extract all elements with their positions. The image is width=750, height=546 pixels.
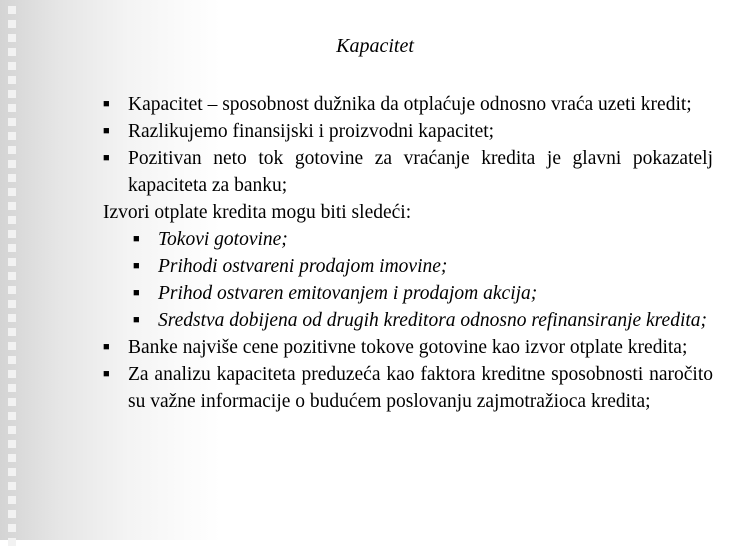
slide-title: Kapacitet: [336, 35, 414, 57]
decorative-square: [8, 174, 16, 182]
square-bullet-icon: ■: [133, 260, 140, 272]
square-bullet-icon: ■: [133, 314, 140, 326]
bullet-text: Kapacitet – sposobnost dužnika da otplaćuje odnosno vraća uzeti kredit;: [128, 94, 692, 115]
decorative-square: [8, 342, 16, 350]
decorative-square: [8, 314, 16, 322]
bullet-text: Banke najviše cene pozitivne tokove gotovine kao izvor otplate kredita;: [128, 337, 688, 358]
bullet-text: Razlikujemo finansijski i proizvodni kapacitet;: [128, 121, 495, 142]
square-bullet-icon: ■: [103, 98, 110, 110]
paragraph-text: Izvori otplate kredita mogu biti sledeći:: [103, 202, 412, 223]
decorative-square: [8, 538, 16, 546]
square-bullet-icon: ■: [103, 341, 110, 353]
sub-bullet-item: [133, 253, 713, 280]
decorative-square: [8, 524, 16, 532]
decorative-square: [8, 328, 16, 336]
decorative-square: [8, 384, 16, 392]
decorative-square: [8, 398, 16, 406]
decorative-square: [8, 6, 16, 14]
sub-bullet-text: Sredstva dobijena od drugih kreditora odnosno refinansiranje kredita;: [158, 310, 708, 331]
decorative-square: [8, 132, 16, 140]
decorative-square: [8, 496, 16, 504]
slide-content: [103, 91, 713, 415]
decorative-square: [8, 20, 16, 28]
decorative-square: [8, 440, 16, 448]
decorative-square: [8, 482, 16, 490]
sub-bullet-item: [133, 307, 713, 334]
decorative-square: [8, 76, 16, 84]
square-bullet-icon: ■: [133, 233, 140, 245]
decorative-square: [8, 258, 16, 266]
sub-bullet-text: Prihodi ostvareni prodajom imovine;: [158, 256, 448, 277]
bullet-text: Pozitivan neto tok gotovine za vraćanje kredita je glavni pokazatelj kapaciteta za banku;: [128, 148, 713, 196]
decorative-square-column: [0, 0, 26, 540]
decorative-square: [8, 104, 16, 112]
bullet-item: [103, 334, 713, 361]
sub-bullet-text: Tokovi gotovine;: [158, 229, 288, 250]
square-bullet-icon: ■: [103, 152, 110, 164]
square-bullet-icon: ■: [133, 287, 140, 299]
sub-bullet-item: [133, 280, 713, 307]
decorative-square: [8, 454, 16, 462]
decorative-square: [8, 230, 16, 238]
plain-paragraph: [103, 199, 713, 226]
decorative-square: [8, 412, 16, 420]
decorative-square: [8, 160, 16, 168]
decorative-square: [8, 90, 16, 98]
bullet-item: [103, 91, 713, 118]
decorative-square: [8, 426, 16, 434]
decorative-square: [8, 272, 16, 280]
decorative-square: [8, 286, 16, 294]
decorative-square: [8, 370, 16, 378]
bullet-item: [103, 118, 713, 145]
decorative-square: [8, 468, 16, 476]
square-bullet-icon: ■: [103, 368, 110, 380]
decorative-square: [8, 356, 16, 364]
bullet-item: [103, 145, 713, 199]
decorative-square: [8, 188, 16, 196]
decorative-square: [8, 146, 16, 154]
decorative-square: [8, 300, 16, 308]
sub-bullet-item: [133, 226, 713, 253]
decorative-square: [8, 118, 16, 126]
sub-bullet-text: Prihod ostvaren emitovanjem i prodajom akcija;: [158, 283, 538, 304]
decorative-square: [8, 510, 16, 518]
decorative-square: [8, 216, 16, 224]
decorative-square: [8, 202, 16, 210]
decorative-square: [8, 244, 16, 252]
square-bullet-icon: ■: [103, 125, 110, 137]
bullet-text: Za analizu kapaciteta preduzeća kao faktora kreditne sposobnosti naročito su važne informacije o budućem poslovanju zajmotražioca kredita;: [128, 364, 713, 412]
bullet-item: [103, 361, 713, 415]
decorative-square: [8, 62, 16, 70]
